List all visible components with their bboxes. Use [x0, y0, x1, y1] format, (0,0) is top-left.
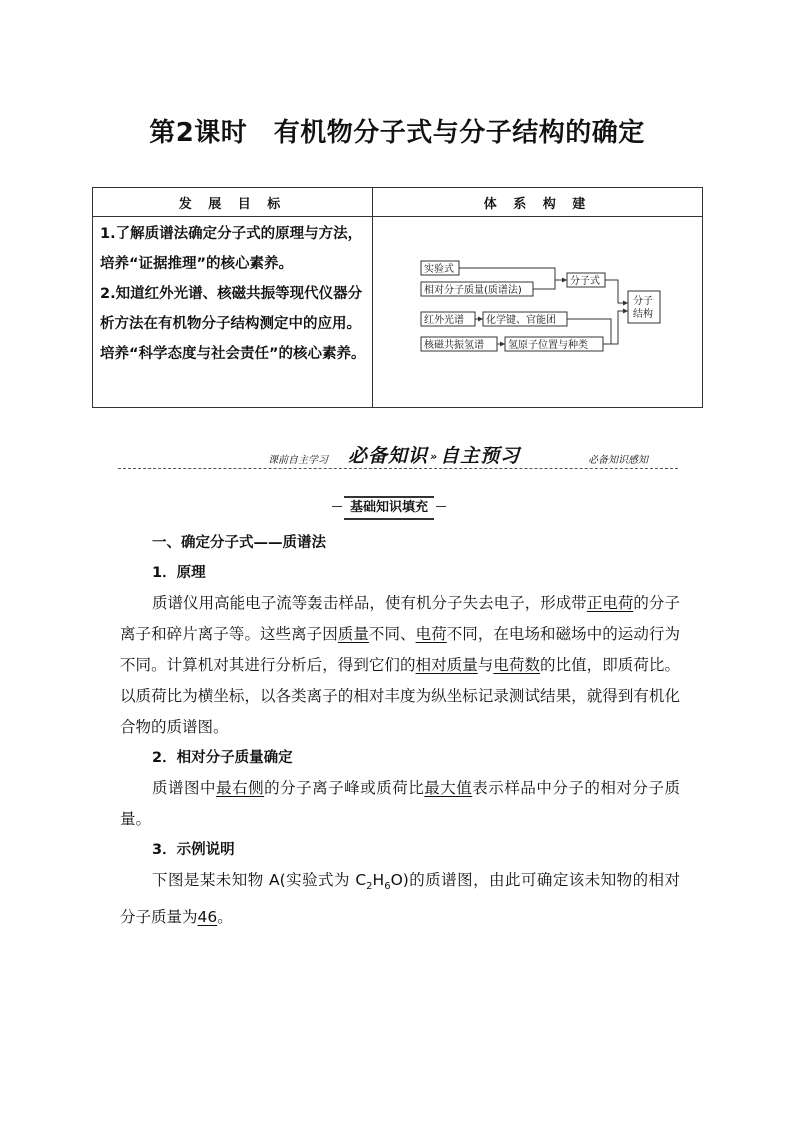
- answer-blank: 正电荷: [586, 594, 634, 612]
- arrow-bullet-icon: »: [430, 450, 439, 463]
- diagram-label: 氢原子位置与种类: [508, 340, 588, 351]
- goals-header: 发 展 目 标: [93, 188, 373, 217]
- diagram-label: 相对分子质量(质谱法): [424, 285, 522, 296]
- answer-blank: 质量: [337, 625, 369, 643]
- diagram-label: 化学键、官能团: [486, 315, 556, 326]
- section-badge: 基础知识填充: [344, 496, 434, 520]
- subsection-heading: 3．示例说明: [152, 842, 235, 858]
- subsection-heading: 2．相对分子质量确定: [152, 750, 293, 766]
- answer-blank: 最右侧: [216, 779, 265, 797]
- goal-item: 2.知道红外光谱、核磁共振等现代仪器分析方法在有机物分子结构测定中的应用。培养“科学态度与社会责任”的核心素养。: [100, 286, 366, 362]
- answer-blank: 46: [197, 908, 218, 927]
- section-heading: 一、确定分子式——质谱法: [152, 535, 326, 551]
- divider-left-label: 课前自主学习: [268, 455, 328, 466]
- answer-blank: 相对质量: [415, 656, 478, 674]
- paragraph-mass: 质谱图中最右侧的分子离子峰或质荷比最大值表示样品中分子的相对分子质量。: [120, 779, 680, 828]
- answer-blank: 电荷数: [493, 656, 541, 674]
- divider-title: [348, 441, 520, 468]
- framework-header: 体 系 构 建: [373, 188, 703, 217]
- divider-right-label: 必备知识感知: [588, 455, 648, 466]
- page-title: 第2课时 有机物分子式与分子结构的确定: [149, 118, 645, 148]
- diagram-label: 核磁共振氢谱: [424, 340, 484, 351]
- diagram-label: 实验式: [424, 264, 454, 275]
- dashed-rule: [118, 468, 678, 469]
- main-content: [120, 528, 680, 933]
- subsection-heading: 1．原理: [152, 565, 206, 581]
- framework-diagram: [373, 217, 703, 407]
- paragraph-example: 下图是某未知物 A(实验式为 $C_2H_6O$)的质谱图，由此可确定该未知物的相对分子质量为46。: [120, 871, 681, 927]
- goals-table: [92, 187, 703, 408]
- divider-title-part: 自主预习: [440, 445, 521, 467]
- divider-title-part: 必备知识: [348, 445, 429, 467]
- goal-item: 1.了解质谱法确定分子式的原理与方法，培养“证据推理”的核心素养。: [100, 226, 363, 272]
- diagram-label: 分子式: [570, 276, 600, 287]
- diagram-label: 分子: [633, 296, 653, 307]
- framework-diagram-cell: [373, 217, 703, 408]
- section-divider: [118, 435, 678, 471]
- answer-blank: 最大值: [424, 779, 473, 797]
- goals-cell: [93, 217, 373, 408]
- diagram-label: 红外光谱: [424, 315, 464, 326]
- answer-blank: 电荷: [415, 625, 447, 643]
- diagram-label: 结构: [633, 309, 653, 320]
- paragraph-principle: 质谱仪用高能电子流等轰击样品，使有机分子失去电子，形成带正电荷的分子离子和碎片离子等。这些离子因质量不同、电荷不同，在电场和磁场中的运动行为不同。计算机对其进行分析后，得到它们的相对质量与电荷数的比值，即质荷比。以质荷比为横坐标，以各类离子的相对丰度为纵坐标记录测试结果，就得到有机化合物的质谱图。: [120, 594, 680, 736]
